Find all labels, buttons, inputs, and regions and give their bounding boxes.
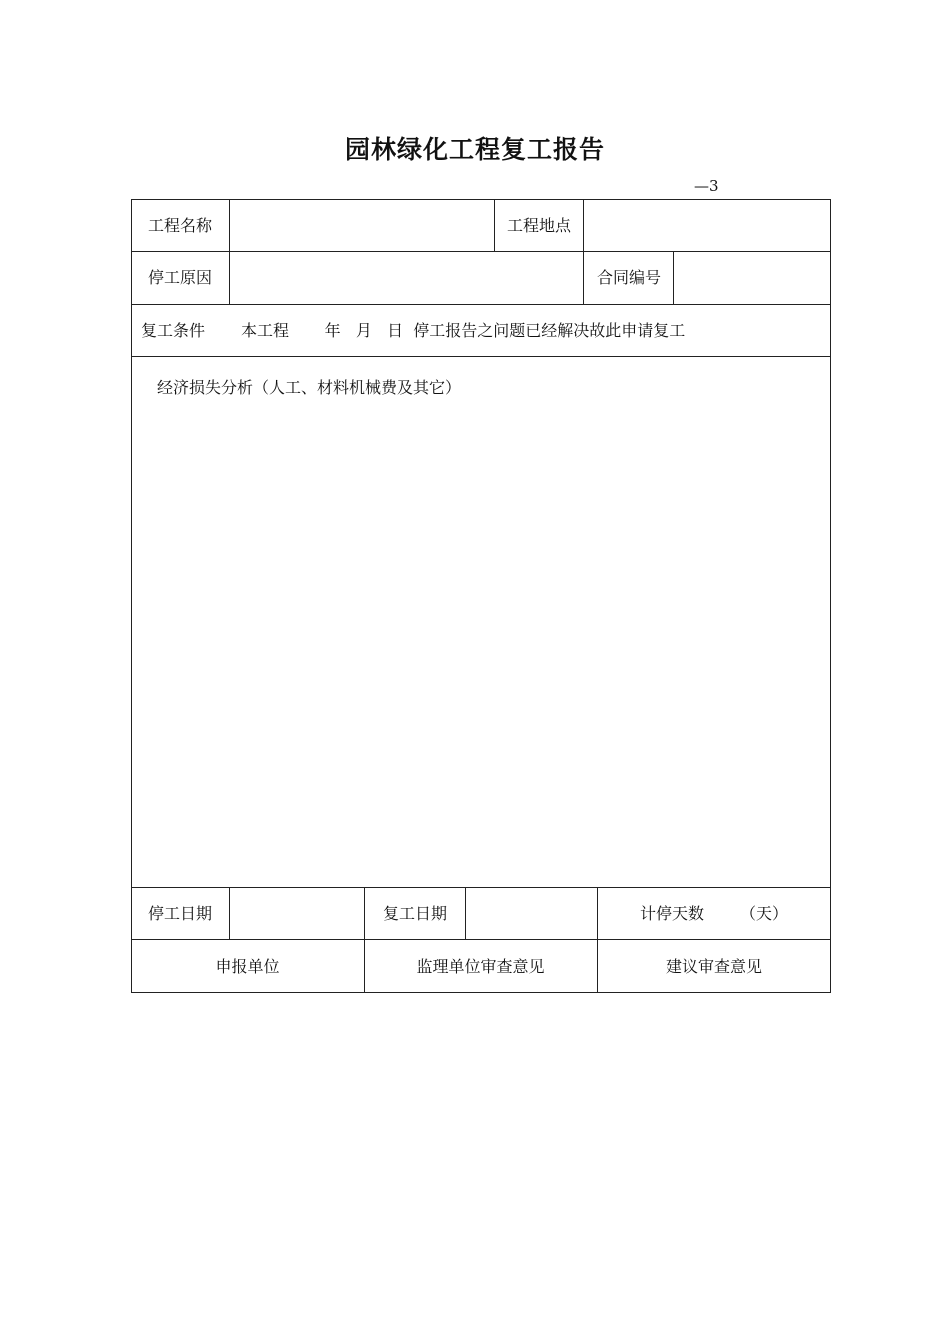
resume-condition-label: 复工条件 <box>141 321 206 340</box>
col-divider <box>583 199 584 251</box>
row-divider <box>131 887 831 888</box>
contract-no-label: 合同编号 <box>597 268 662 287</box>
applicant-label: 申报单位 <box>215 957 280 976</box>
review-opinion-label: 建议审查意见 <box>665 957 762 976</box>
row-divider <box>131 251 831 252</box>
col-divider <box>465 887 466 939</box>
col-divider <box>229 251 230 304</box>
project-name-label: 工程名称 <box>148 216 213 235</box>
row-divider <box>131 939 831 940</box>
col-divider <box>229 887 230 939</box>
stop-date-label: 停工日期 <box>148 904 213 923</box>
resume-date-label: 复工日期 <box>383 904 448 923</box>
report-table <box>131 199 831 993</box>
serial-number: —3 <box>694 177 719 195</box>
col-divider <box>494 199 495 251</box>
stop-reason-label: 停工原因 <box>148 268 213 287</box>
col-divider <box>583 251 584 304</box>
col-divider <box>673 251 674 304</box>
col-divider <box>229 199 230 251</box>
stop-days-label: 计停天数 <box>640 904 705 923</box>
supervisor-opinion-label: 监理单位审查意见 <box>416 957 545 976</box>
row-divider <box>131 356 831 357</box>
row-divider <box>131 304 831 305</box>
economic-loss-label: 经济损失分析（人工、材料机械费及其它） <box>157 378 462 397</box>
stop-days-unit: （天） <box>740 904 789 923</box>
resume-condition-text: 本工程 年 月 日 停工报告之问题已经解决故此申请复工 <box>241 321 686 340</box>
project-location-label: 工程地点 <box>507 216 572 235</box>
col-divider <box>364 887 365 939</box>
page-title: 园林绿化工程复工报告 <box>344 135 605 164</box>
col-divider <box>597 887 598 939</box>
